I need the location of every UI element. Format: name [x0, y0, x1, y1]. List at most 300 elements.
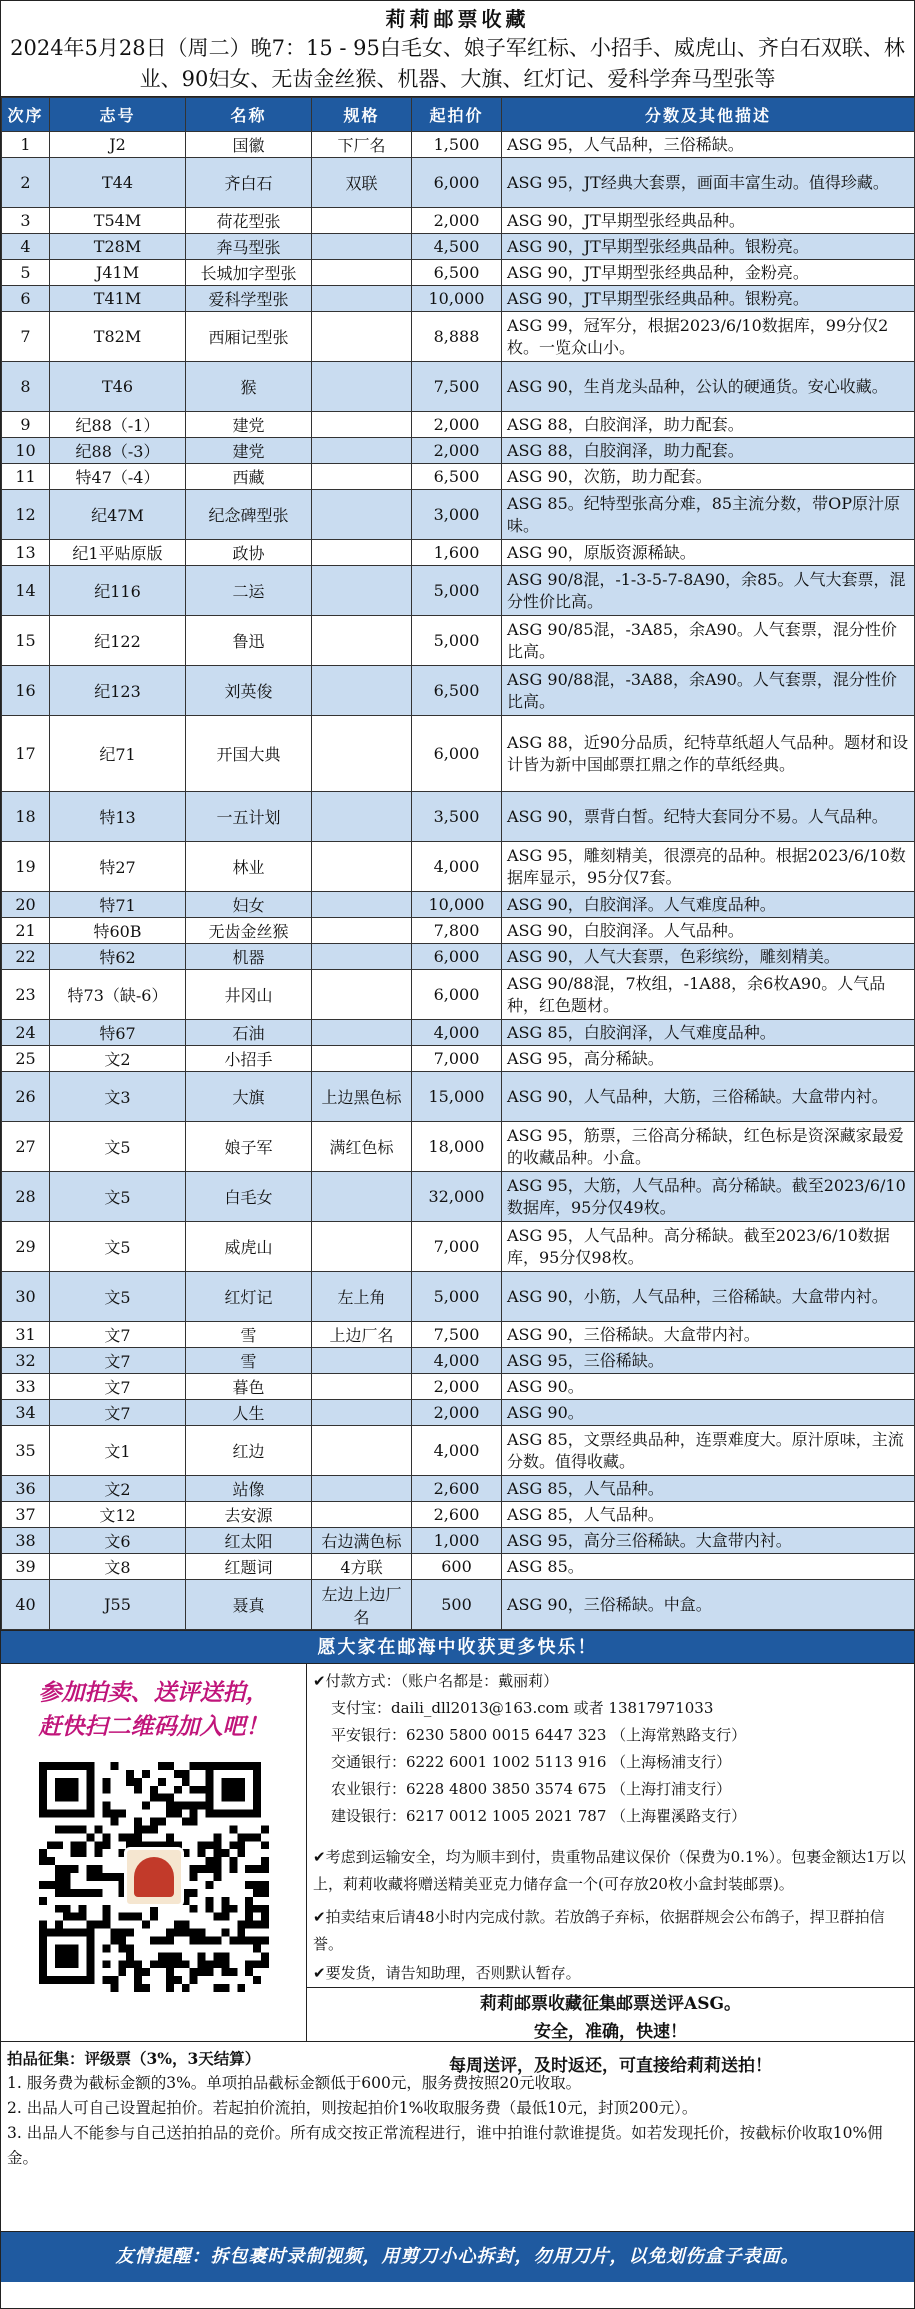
table-row	[2, 792, 915, 842]
payment-heading: ✔付款方式：（账户名都是：戴丽莉）	[313, 1672, 559, 1690]
table-row	[2, 666, 915, 716]
col-header-price: 起拍价	[412, 98, 502, 132]
table-row	[2, 1222, 915, 1272]
qr-logo-icon	[124, 1847, 184, 1907]
stamp-code: 特62	[50, 944, 186, 970]
stamp-code: 纪122	[50, 616, 186, 666]
stamp-spec: 下厂名	[312, 132, 412, 158]
stamp-spec	[312, 208, 412, 234]
grade-description: ASG 90，人气大套票，色彩缤纷，雕刻精美。	[502, 944, 915, 970]
stamp-code: 特27	[50, 842, 186, 892]
grade-description: ASG 95，高分稀缺。	[502, 1046, 915, 1072]
table-row	[2, 260, 915, 286]
table-row	[2, 842, 915, 892]
grade-description: ASG 90。	[502, 1400, 915, 1426]
col-header-code: 志号	[50, 98, 186, 132]
stamp-name: 大旗	[186, 1072, 312, 1122]
stamp-code: J41M	[50, 260, 186, 286]
table-row	[2, 540, 915, 566]
table-row	[2, 1400, 915, 1426]
row-number: 32	[2, 1348, 50, 1374]
stamp-name: 齐白石	[186, 158, 312, 208]
table-row	[2, 970, 915, 1020]
row-number: 31	[2, 1322, 50, 1348]
table-row	[2, 362, 915, 412]
row-number: 22	[2, 944, 50, 970]
send-line-2: 安全，准确，快速！	[534, 2022, 687, 2042]
stamp-spec	[312, 944, 412, 970]
stamp-name: 国徽	[186, 132, 312, 158]
table-row	[2, 1426, 915, 1476]
row-number: 3	[2, 208, 50, 234]
row-number: 26	[2, 1072, 50, 1122]
stamp-name: 二运	[186, 566, 312, 616]
start-price: 15,000	[412, 1072, 502, 1122]
grade-description: ASG 95，人气品种。高分稀缺。截至2023/6/10数据库，95分仅98枚。	[502, 1222, 915, 1272]
bank-line: 建设银行：6217 0012 1005 2021 787 （上海瞿溪路支行）	[331, 1807, 747, 1825]
row-number: 36	[2, 1476, 50, 1502]
stamp-name: 红题词	[186, 1554, 312, 1580]
table-row	[2, 132, 915, 158]
page-title: 莉莉邮票收藏	[385, 7, 530, 31]
stamp-code: 文8	[50, 1554, 186, 1580]
stamp-spec	[312, 234, 412, 260]
stamp-code: T44	[50, 158, 186, 208]
stamp-spec: 左上角	[312, 1272, 412, 1322]
qr-code[interactable]	[39, 1762, 269, 1992]
page-subtitle: 2024年5月28日（周二）晚7：15 - 95白毛女、娘子军红标、小招手、威虎山、齐白石双联、林业、90妇女、无齿金丝猴、机器、大旗、红灯记、爱科学奔马型张等	[10, 36, 905, 91]
stamp-code: 文7	[50, 1400, 186, 1426]
grade-description: ASG 90，次筋，助力配套。	[502, 464, 915, 490]
table-row	[2, 1554, 915, 1580]
row-number: 37	[2, 1502, 50, 1528]
row-number: 17	[2, 716, 50, 792]
start-price: 6,500	[412, 260, 502, 286]
grade-description: ASG 90，原版资源稀缺。	[502, 540, 915, 566]
table-row	[2, 1528, 915, 1554]
stamp-name: 纪念碑型张	[186, 490, 312, 540]
table-row	[2, 944, 915, 970]
grade-description: ASG 95，筋票，三俗高分稀缺，红色标是资深藏家最爱的收藏品种。小盒。	[502, 1122, 915, 1172]
table-row	[2, 892, 915, 918]
stamp-code: T82M	[50, 312, 186, 362]
start-price: 6,000	[412, 716, 502, 792]
wish-banner: 愿大家在邮海中收获更多快乐！	[1, 1630, 914, 1664]
row-number: 23	[2, 970, 50, 1020]
row-number: 15	[2, 616, 50, 666]
grade-description: ASG 90，三俗稀缺。大盒带内衬。	[502, 1322, 915, 1348]
start-price: 2,000	[412, 412, 502, 438]
table-body	[2, 132, 915, 1630]
start-price: 6,500	[412, 464, 502, 490]
grade-description: ASG 90，白胶润泽。人气难度品种。	[502, 892, 915, 918]
col-header-desc: 分数及其他描述	[502, 98, 915, 132]
grade-description: ASG 85，文票经典品种，连票难度大。原汁原味，主流分数。值得收藏。	[502, 1426, 915, 1476]
stamp-spec	[312, 312, 412, 362]
grade-description: ASG 95，高分三俗稀缺。大盒带内衬。	[502, 1528, 915, 1554]
stamp-spec	[312, 1426, 412, 1476]
footer-reminder: 友情提醒：拆包裹时录制视频，用剪刀小心拆封，勿用刀片，以免划伤盒子表面。	[1, 2232, 914, 2282]
table-row	[2, 918, 915, 944]
table-row	[2, 1374, 915, 1400]
stamp-spec	[312, 792, 412, 842]
start-price: 500	[412, 1580, 502, 1630]
stamp-name: 机器	[186, 944, 312, 970]
stamp-name: 鲁迅	[186, 616, 312, 666]
stamp-name: 暮色	[186, 1374, 312, 1400]
send-line-3: 每周送评，及时返还，可直接给莉莉送拍！	[449, 2056, 772, 2076]
start-price: 7,500	[412, 1322, 502, 1348]
stamp-name: 红边	[186, 1426, 312, 1476]
table-row	[2, 1122, 915, 1172]
stamp-code: 特67	[50, 1020, 186, 1046]
stamp-code: 文6	[50, 1528, 186, 1554]
row-number: 18	[2, 792, 50, 842]
start-price: 2,000	[412, 438, 502, 464]
grade-description: ASG 85。	[502, 1554, 915, 1580]
row-number: 8	[2, 362, 50, 412]
row-number: 29	[2, 1222, 50, 1272]
start-price: 1,000	[412, 1528, 502, 1554]
table-row	[2, 208, 915, 234]
row-number: 7	[2, 312, 50, 362]
stamp-name: 妇女	[186, 892, 312, 918]
shipping-note: ✔考虑到运输安全，均为顺丰到付，贵重物品建议保价（保费为0.1%）。包裹金额达1万以上，莉莉收藏将赠送精美亚克力储存盒一个(可存放20枚小盒封装邮票)。	[313, 1848, 906, 1893]
rule-item: 3. 出品人不能参与自己送拍拍品的竞价。所有成交按正常流程进行，谁中拍谁付款谁提货。如若发现托价，按截标价收取10%佣金。	[7, 2124, 883, 2167]
grade-description: ASG 90，JT早期型张经典品种。银粉亮。	[502, 234, 915, 260]
grade-description: ASG 85。纪特型张高分难，85主流分数，带OP原汁原味。	[502, 490, 915, 540]
stamp-name: 爱科学型张	[186, 286, 312, 312]
stamp-spec	[312, 970, 412, 1020]
stamp-code: 纪88（-3）	[50, 438, 186, 464]
stamp-spec	[312, 540, 412, 566]
payment-panel	[307, 1664, 914, 2076]
stamp-spec: 满红色标	[312, 1122, 412, 1172]
stamp-name: 猴	[186, 362, 312, 412]
start-price: 4,000	[412, 1426, 502, 1476]
payment-info	[307, 1664, 914, 1987]
stamp-name: 建党	[186, 412, 312, 438]
table-row	[2, 1348, 915, 1374]
stamp-name: 威虎山	[186, 1222, 312, 1272]
start-price: 2,000	[412, 1400, 502, 1426]
grade-description: ASG 90/88混，7枚组，-1A88，余6枚A90。人气品种，红色题材。	[502, 970, 915, 1020]
stamp-code: 纪47M	[50, 490, 186, 540]
row-number: 5	[2, 260, 50, 286]
stamp-name: 雪	[186, 1322, 312, 1348]
start-price: 5,000	[412, 616, 502, 666]
row-number: 1	[2, 132, 50, 158]
row-number: 20	[2, 892, 50, 918]
row-number: 9	[2, 412, 50, 438]
stamp-name: 人生	[186, 1400, 312, 1426]
start-price: 1,500	[412, 132, 502, 158]
stamp-code: 纪88（-1）	[50, 412, 186, 438]
stamp-spec	[312, 1400, 412, 1426]
row-number: 12	[2, 490, 50, 540]
auction-table	[1, 97, 915, 1630]
grade-description: ASG 90，白胶润泽。人气品种。	[502, 918, 915, 944]
grade-description: ASG 90，小筋，人气品种，三俗稀缺。大盒带内衬。	[502, 1272, 915, 1322]
stamp-code: 文7	[50, 1348, 186, 1374]
col-header-spec: 规格	[312, 98, 412, 132]
grade-description: ASG 95，人气品种，三俗稀缺。	[502, 132, 915, 158]
stamp-code: 文2	[50, 1046, 186, 1072]
start-price: 7,000	[412, 1046, 502, 1072]
table-row	[2, 1476, 915, 1502]
stamp-spec: 左边上边厂名	[312, 1580, 412, 1630]
start-price: 2,000	[412, 208, 502, 234]
stamp-spec	[312, 438, 412, 464]
stamp-name: 西厢记型张	[186, 312, 312, 362]
stamp-code: 文5	[50, 1122, 186, 1172]
row-number: 21	[2, 918, 50, 944]
start-price: 6,000	[412, 970, 502, 1020]
bank-line: 农业银行：6228 4800 3850 3574 675 （上海打浦支行）	[331, 1780, 732, 1798]
stamp-code: 特73（缺-6）	[50, 970, 186, 1020]
stamp-spec	[312, 412, 412, 438]
table-row	[2, 438, 915, 464]
start-price: 2,600	[412, 1502, 502, 1528]
start-price: 7,000	[412, 1222, 502, 1272]
start-price: 18,000	[412, 1122, 502, 1172]
table-row	[2, 1322, 915, 1348]
grade-description: ASG 95，JT经典大套票，画面丰富生动。值得珍藏。	[502, 158, 915, 208]
bank-line: 平安银行：6230 5800 0015 6447 323 （上海常熟路支行）	[331, 1726, 747, 1744]
grade-description: ASG 88，近90分品质，纪特草纸超人气品种。题材和设计皆为新中国邮票扛鼎之作的草纸经典。	[502, 716, 915, 792]
stamp-name: 去安源	[186, 1502, 312, 1528]
start-price: 5,000	[412, 566, 502, 616]
row-number: 34	[2, 1400, 50, 1426]
row-number: 16	[2, 666, 50, 716]
stamp-spec: 上边黑色标	[312, 1072, 412, 1122]
table-row	[2, 1072, 915, 1122]
stamp-code: 特60B	[50, 918, 186, 944]
stamp-name: 聂真	[186, 1580, 312, 1630]
grade-description: ASG 90/88混，-3A88，余A90。人气套票，混分性价比高。	[502, 666, 915, 716]
start-price: 10,000	[412, 892, 502, 918]
grade-description: ASG 90，JT早期型张经典品种。银粉亮。	[502, 286, 915, 312]
grade-description: ASG 90/85混，-3A85，余A90。人气套票，混分性价比高。	[502, 616, 915, 666]
row-number: 6	[2, 286, 50, 312]
grade-description: ASG 90，三俗稀缺。中盒。	[502, 1580, 915, 1630]
start-price: 32,000	[412, 1172, 502, 1222]
stamp-spec	[312, 1476, 412, 1502]
stamp-spec	[312, 260, 412, 286]
table-header-row	[2, 98, 915, 132]
row-number: 40	[2, 1580, 50, 1630]
stamp-code: 纪123	[50, 666, 186, 716]
stamp-spec	[312, 286, 412, 312]
start-price: 4,000	[412, 842, 502, 892]
grade-description: ASG 90，人气品种，大筋，三俗稀缺。大盒带内衬。	[502, 1072, 915, 1122]
table-row	[2, 1046, 915, 1072]
stamp-spec	[312, 1020, 412, 1046]
stamp-code: T46	[50, 362, 186, 412]
stamp-spec	[312, 464, 412, 490]
stamp-code: 文1	[50, 1426, 186, 1476]
row-number: 13	[2, 540, 50, 566]
grade-description: ASG 85，白胶润泽，人气难度品种。	[502, 1020, 915, 1046]
stamp-spec: 右边满色标	[312, 1528, 412, 1554]
stamp-code: J55	[50, 1580, 186, 1630]
row-number: 27	[2, 1122, 50, 1172]
bank-line: 交通银行：6222 6001 1002 5113 916 （上海杨浦支行）	[331, 1753, 732, 1771]
stamp-name: 井冈山	[186, 970, 312, 1020]
stamp-name: 娘子军	[186, 1122, 312, 1172]
grading-service-box	[307, 1987, 914, 2080]
stamp-code: 文12	[50, 1502, 186, 1528]
stamp-code: T41M	[50, 286, 186, 312]
grade-description: ASG 90。	[502, 1374, 915, 1400]
stamp-name: 无齿金丝猴	[186, 918, 312, 944]
table-row	[2, 490, 915, 540]
promo-line-1: 参加拍卖、送评送拍，	[38, 1679, 269, 1706]
grade-description: ASG 88，白胶润泽，助力配套。	[502, 438, 915, 464]
grade-description: ASG 99，冠军分，根据2023/6/10数据库，99分仅2枚。一览众山小。	[502, 312, 915, 362]
start-price: 3,500	[412, 792, 502, 842]
stamp-code: 纪116	[50, 566, 186, 616]
stamp-code: 文5	[50, 1222, 186, 1272]
row-number: 19	[2, 842, 50, 892]
row-number: 14	[2, 566, 50, 616]
stamp-name: 红灯记	[186, 1272, 312, 1322]
stamp-name: 开国大典	[186, 716, 312, 792]
start-price: 6,000	[412, 944, 502, 970]
stamp-code: 特47（-4）	[50, 464, 186, 490]
start-price: 4,000	[412, 1020, 502, 1046]
stamp-name: 长城加字型张	[186, 260, 312, 286]
stamp-code: 纪1平贴原版	[50, 540, 186, 566]
col-header-name: 名称	[186, 98, 312, 132]
stamp-code: 文7	[50, 1322, 186, 1348]
title-block	[1, 1, 914, 97]
stamp-spec	[312, 490, 412, 540]
stamp-spec	[312, 842, 412, 892]
start-price: 1,600	[412, 540, 502, 566]
grade-description: ASG 90，JT早期型张经典品种。	[502, 208, 915, 234]
row-number: 10	[2, 438, 50, 464]
table-row	[2, 1172, 915, 1222]
start-price: 600	[412, 1554, 502, 1580]
stamp-spec	[312, 1222, 412, 1272]
stamp-code: 纪71	[50, 716, 186, 792]
stamp-code: 文5	[50, 1272, 186, 1322]
row-number: 35	[2, 1426, 50, 1476]
col-header-no: 次序	[2, 98, 50, 132]
stamp-spec: 4方联	[312, 1554, 412, 1580]
stamp-code: J2	[50, 132, 186, 158]
stamp-code: 文5	[50, 1172, 186, 1222]
stamp-name: 石油	[186, 1020, 312, 1046]
table-row	[2, 234, 915, 260]
grade-description: ASG 85，人气品种。	[502, 1502, 915, 1528]
send-line-1: 莉莉邮票收藏征集邮票送评ASG。	[480, 1994, 741, 2014]
rules-heading: 拍品征集：评级票（3%，3天结算）	[7, 2049, 261, 2068]
stamp-code: 特13	[50, 792, 186, 842]
stamp-spec	[312, 918, 412, 944]
stamp-spec	[312, 566, 412, 616]
row-number: 39	[2, 1554, 50, 1580]
stamp-name: 建党	[186, 438, 312, 464]
table-row	[2, 312, 915, 362]
stamp-code: T54M	[50, 208, 186, 234]
table-row	[2, 464, 915, 490]
table-row	[2, 158, 915, 208]
stamp-spec	[312, 1172, 412, 1222]
grade-description: ASG 90/8混，-1-3-5-7-8A90，余85。人气大套票，混分性价比高。	[502, 566, 915, 616]
stamp-name: 红太阳	[186, 1528, 312, 1554]
stamp-name: 奔马型张	[186, 234, 312, 260]
row-number: 24	[2, 1020, 50, 1046]
stamp-code: 文2	[50, 1476, 186, 1502]
table-row	[2, 412, 915, 438]
start-price: 6,000	[412, 158, 502, 208]
start-price: 10,000	[412, 286, 502, 312]
stamp-spec	[312, 892, 412, 918]
grade-description: ASG 95，三俗稀缺。	[502, 1348, 915, 1374]
table-row	[2, 1020, 915, 1046]
row-number: 38	[2, 1528, 50, 1554]
grade-description: ASG 95，大筋，人气品种。高分稀缺。截至2023/6/10数据库，95分仅49枚。	[502, 1172, 915, 1222]
stamp-spec	[312, 1374, 412, 1400]
stamp-spec	[312, 1046, 412, 1072]
stamp-name: 荷花型张	[186, 208, 312, 234]
row-number: 25	[2, 1046, 50, 1072]
grade-description: ASG 90，票背白皙。纪特大套同分不易。人气品种。	[502, 792, 915, 842]
table-row	[2, 1580, 915, 1630]
start-price: 4,500	[412, 234, 502, 260]
stamp-name: 雪	[186, 1348, 312, 1374]
stamp-spec	[312, 666, 412, 716]
start-price: 7,500	[412, 362, 502, 412]
grade-description: ASG 90，生肖龙头品种，公认的硬通货。安心收藏。	[502, 362, 915, 412]
start-price: 8,888	[412, 312, 502, 362]
row-number: 28	[2, 1172, 50, 1222]
stamp-spec	[312, 362, 412, 412]
stamp-name: 林业	[186, 842, 312, 892]
start-price: 5,000	[412, 1272, 502, 1322]
table-row	[2, 716, 915, 792]
stamp-spec: 上边厂名	[312, 1322, 412, 1348]
row-number: 4	[2, 234, 50, 260]
stamp-spec	[312, 616, 412, 666]
rule-item: 1. 服务费为截标金额的3%。单项拍品截标金额低于600元，服务费按照20元收取。	[7, 2074, 582, 2092]
stamp-name: 站像	[186, 1476, 312, 1502]
table-row	[2, 616, 915, 666]
grade-description: ASG 95，雕刻精美，很漂亮的品种。根据2023/6/10数据库显示，95分仅7套。	[502, 842, 915, 892]
promo-line-2: 赶快扫二维码加入吧！	[38, 1713, 269, 1740]
stamp-name: 西藏	[186, 464, 312, 490]
table-row	[2, 286, 915, 312]
payment-deadline-note: ✔拍卖结束后请48小时内完成付款。若放鸽子弃标，依据群规会公布鸽子，捍卫群拍信誉。	[313, 1908, 885, 1953]
stamp-spec: 双联	[312, 158, 412, 208]
table-row	[2, 1272, 915, 1322]
grade-description: ASG 90，JT早期型张经典品种，金粉亮。	[502, 260, 915, 286]
start-price: 2,600	[412, 1476, 502, 1502]
alipay-line: 支付宝：daili_dll2013@163.com 或者 13817971033	[331, 1699, 714, 1717]
stamp-spec	[312, 716, 412, 792]
promo-panel	[1, 1664, 307, 2041]
table-row	[2, 566, 915, 616]
start-price: 2,000	[412, 1374, 502, 1400]
stamp-spec	[312, 1502, 412, 1528]
grade-description: ASG 85，人气品种。	[502, 1476, 915, 1502]
start-price: 3,000	[412, 490, 502, 540]
stamp-name: 刘英俊	[186, 666, 312, 716]
stamp-spec	[312, 1348, 412, 1374]
row-number: 11	[2, 464, 50, 490]
